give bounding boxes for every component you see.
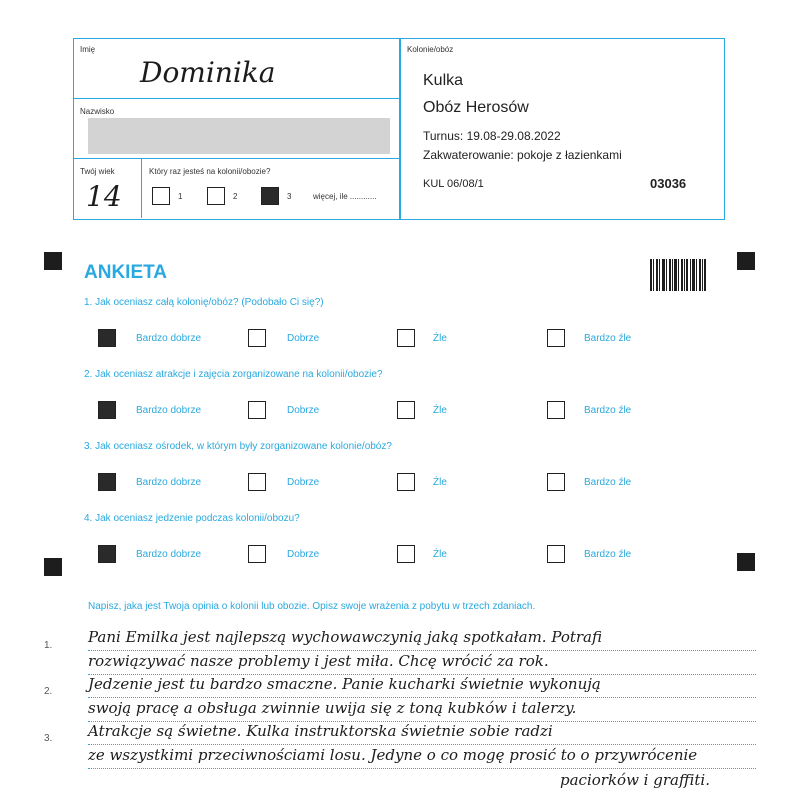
handwritten-answer-line: ze wszystkimi przeciwnościami losu. Jedyne o co mogę prosić to o przywrócenie xyxy=(88,746,698,764)
answer-number: 1. xyxy=(44,640,53,651)
times-checkbox-3[interactable] xyxy=(261,187,279,205)
question-4-text: 4. Jak oceniasz jedzenie podczas kolonii/obozu? xyxy=(84,513,300,524)
question-3-text: 3. Jak oceniasz ośrodek, w którym były zorganizowane kolonie/obóz? xyxy=(84,441,392,452)
opinion-prompt: Napisz, jaka jest Twoja opinia o kolonii lub obozie. Opisz swoje wrażenia z pobytu w trzech zdaniach. xyxy=(88,601,536,612)
question-3-option-label: Bardzo dobrze xyxy=(136,477,202,488)
handwritten-answer-line: paciorków i graffiti. xyxy=(560,771,710,789)
barcode xyxy=(650,259,706,291)
age-divider xyxy=(141,158,142,218)
answer-number: 3. xyxy=(44,733,53,744)
question-2-option-label: Dobrze xyxy=(287,405,320,416)
answer-dotted-line xyxy=(88,697,756,698)
registration-marker-top-right xyxy=(737,252,755,270)
answer-dotted-line xyxy=(88,650,756,651)
times-checkbox-1[interactable] xyxy=(152,187,170,205)
question-4-option-label: Dobrze xyxy=(287,549,320,560)
name-value: Dominika xyxy=(140,56,276,89)
name-label: Imię xyxy=(80,45,96,54)
question-2-checkbox-bardzo-dobrze[interactable] xyxy=(98,401,116,419)
question-1-option-label: Bardzo dobrze xyxy=(136,333,202,344)
times-label: Który raz jesteś na kolonii/obozie? xyxy=(149,167,271,176)
registration-marker-top-left xyxy=(44,252,62,270)
question-4-option-label: Bardzo dobrze xyxy=(136,549,202,560)
times-option-1: 1 xyxy=(178,192,183,201)
camp-place: Kulka xyxy=(423,72,464,89)
handwritten-answer-line: swoją pracę a obsługa zwinnie uwija się z toną kubków i talerzy. xyxy=(88,699,577,717)
name-divider xyxy=(73,98,400,99)
question-3-checkbox-dobrze[interactable] xyxy=(248,473,266,491)
registration-marker-bottom-left xyxy=(44,558,62,576)
age-label: Twój wiek xyxy=(80,167,115,176)
times-option-3: 3 xyxy=(287,192,292,201)
question-1-option-label: Bardzo źle xyxy=(584,333,632,344)
times-checkbox-2[interactable] xyxy=(207,187,225,205)
question-2-option-label: Źle xyxy=(433,405,447,416)
answer-dotted-line xyxy=(88,768,756,769)
registration-marker-bottom-right xyxy=(737,553,755,571)
survey-title: ANKIETA xyxy=(84,262,168,283)
question-4-option-label: Źle xyxy=(433,549,447,560)
surname-divider xyxy=(73,158,400,159)
question-1-checkbox-bardzo-zle[interactable] xyxy=(547,329,565,347)
question-3-checkbox-zle[interactable] xyxy=(397,473,415,491)
question-3-option-label: Dobrze xyxy=(287,477,320,488)
surname-redaction xyxy=(88,118,390,154)
form-number: 03036 xyxy=(650,176,687,191)
turnus: Turnus: 19.08-29.08.2022 xyxy=(423,129,561,143)
age-value: 14 xyxy=(86,180,122,213)
handwritten-answer-line: Atrakcje są świetne. Kulka instruktorska świetnie sobie radzi xyxy=(88,722,553,740)
question-3-checkbox-bardzo-zle[interactable] xyxy=(547,473,565,491)
camp-label: Kolonie/obóz xyxy=(407,45,454,54)
camp-code: KUL 06/08/1 xyxy=(423,178,484,190)
question-1-option-label: Dobrze xyxy=(287,333,320,344)
question-4-checkbox-dobrze[interactable] xyxy=(248,545,266,563)
handwritten-answer-line: rozwiązywać nasze problemy i jest miła. Chcę wrócić za rok. xyxy=(88,652,549,670)
question-1-checkbox-dobrze[interactable] xyxy=(248,329,266,347)
question-3-option-label: Bardzo źle xyxy=(584,477,632,488)
question-2-checkbox-dobrze[interactable] xyxy=(248,401,266,419)
question-3-checkbox-bardzo-dobrze[interactable] xyxy=(98,473,116,491)
question-1-text: 1. Jak oceniasz całą kolonię/obóz? (Podobało Ci się?) xyxy=(84,297,324,308)
question-1-checkbox-zle[interactable] xyxy=(397,329,415,347)
accommodation: Zakwaterowanie: pokoje z łazienkami xyxy=(423,148,622,162)
question-3-option-label: Źle xyxy=(433,477,447,488)
question-2-text: 2. Jak oceniasz atrakcje i zajęcia zorganizowane na kolonii/obozie? xyxy=(84,369,383,380)
question-2-option-label: Bardzo dobrze xyxy=(136,405,202,416)
handwritten-answer-line: Jedzenie jest tu bardzo smaczne. Panie kucharki świetnie wykonują xyxy=(88,675,601,693)
handwritten-answer-line: Pani Emilka jest najlepszą wychowawczynią jaką spotkałam. Potrafi xyxy=(88,628,603,646)
answer-number: 2. xyxy=(44,686,53,697)
answer-dotted-line xyxy=(88,744,756,745)
question-1-option-label: Źle xyxy=(433,333,447,344)
question-2-checkbox-zle[interactable] xyxy=(397,401,415,419)
question-2-option-label: Bardzo źle xyxy=(584,405,632,416)
question-2-checkbox-bardzo-zle[interactable] xyxy=(547,401,565,419)
surname-label: Nazwisko xyxy=(80,107,115,116)
camp-name: Obóz Herosów xyxy=(423,99,529,116)
question-4-checkbox-bardzo-dobrze[interactable] xyxy=(98,545,116,563)
question-1-checkbox-bardzo-dobrze[interactable] xyxy=(98,329,116,347)
times-option-2: 2 xyxy=(233,192,238,201)
times-more: więcej, ile ............ xyxy=(313,192,377,201)
question-4-checkbox-bardzo-zle[interactable] xyxy=(547,545,565,563)
question-4-checkbox-zle[interactable] xyxy=(397,545,415,563)
question-4-option-label: Bardzo źle xyxy=(584,549,632,560)
